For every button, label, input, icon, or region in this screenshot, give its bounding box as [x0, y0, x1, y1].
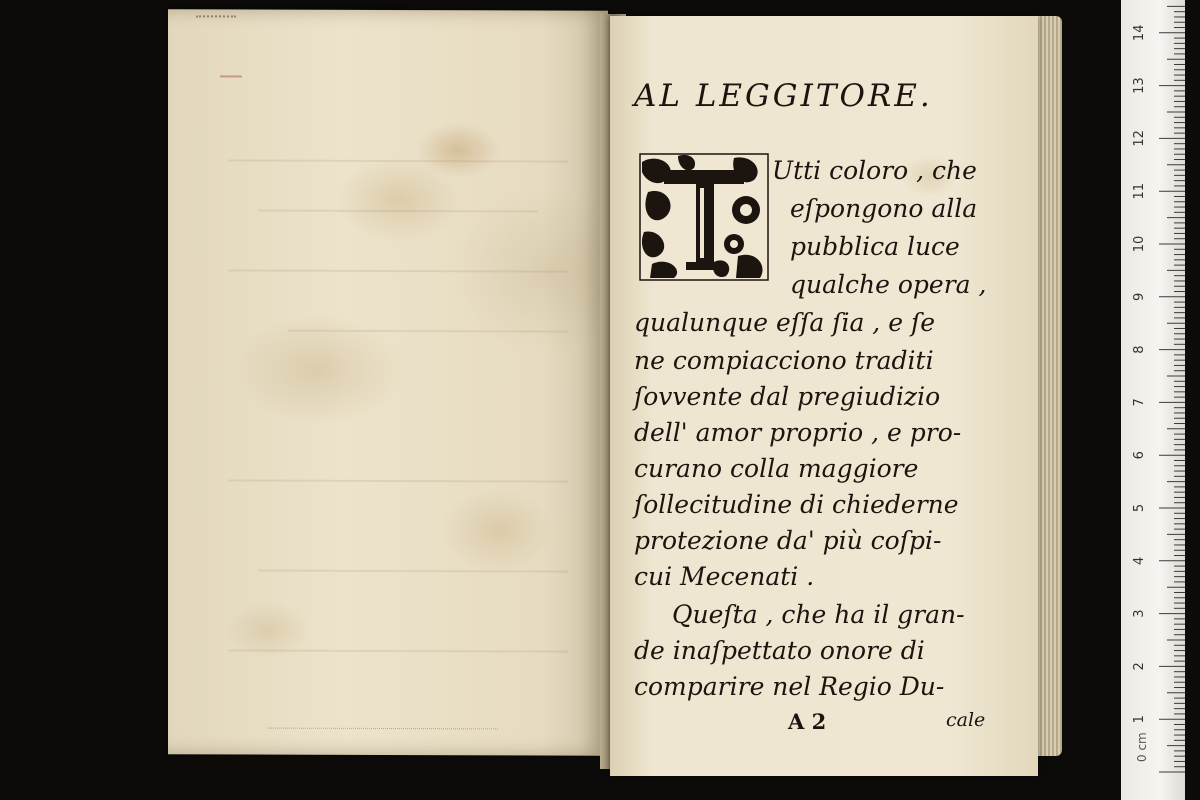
- ruler-unit-label: 0 cm: [1135, 732, 1149, 762]
- text-line-11: protezione da' più coſpi-: [634, 526, 942, 555]
- ruler-tick-label: 9: [1132, 292, 1147, 301]
- ruler-tick-label: 11: [1132, 182, 1147, 200]
- text-line-6: ne compiacciono traditi: [634, 346, 934, 375]
- text-line-7: ſovvente dal pregiudizio: [634, 382, 941, 411]
- left-page-blank: [168, 9, 608, 756]
- right-page-printed: [610, 16, 1038, 776]
- ruler-tick-label: 14: [1132, 24, 1147, 42]
- text-line-8: dell' amor proprio , e pro-: [634, 418, 962, 447]
- text-line-15: comparire nel Regio Du-: [634, 672, 945, 701]
- text-line-4: qualche opera ,: [790, 270, 987, 299]
- ruler-tick-label: 10: [1132, 235, 1147, 253]
- ruler-tick-label: 8: [1132, 345, 1147, 354]
- text-line-12: cui Mecenati .: [634, 562, 815, 591]
- bleed-through-line: [228, 269, 568, 272]
- ruler-tick-label: 13: [1132, 77, 1147, 94]
- text-line-9: curano colla maggiore: [634, 454, 919, 483]
- measuring-ruler: [1121, 0, 1185, 800]
- signature-mark: A 2: [788, 709, 827, 734]
- text-line-13: Queſta , che ha il gran-: [672, 600, 965, 629]
- red-ink-mark: [220, 75, 242, 85]
- bleed-through-line: [228, 159, 568, 162]
- ruler-tick-label: 1: [1132, 715, 1147, 724]
- ruler-tick-label: 6: [1132, 451, 1147, 460]
- pencil-mark: [196, 15, 236, 29]
- text-line-14: de inaſpettato onore di: [634, 636, 925, 665]
- ruler-tick-label: 2: [1132, 662, 1147, 671]
- faint-handwriting: [268, 712, 498, 730]
- ruler-scale: [1121, 0, 1185, 800]
- ruler-tick-label: 5: [1132, 503, 1147, 513]
- text-line-3: pubblica luce: [790, 232, 960, 261]
- decorated-initial-t: [638, 152, 770, 282]
- ruler-tick-label: 4: [1132, 556, 1147, 565]
- page-heading: AL LEGGITORE.: [634, 78, 933, 114]
- ruler-tick-label: 12: [1132, 130, 1147, 147]
- bleed-through-line: [228, 649, 568, 652]
- bleed-through-line: [258, 210, 538, 213]
- text-line-10: ſollecitudine di chiederne: [634, 490, 959, 519]
- bleed-through-line: [288, 330, 568, 333]
- ruler-tick-label: 7: [1132, 398, 1147, 407]
- text-line-1: Utti coloro , che: [772, 156, 977, 185]
- text-line-5: qualunque eſſa ſia , e ſe: [634, 308, 935, 337]
- text-line-2: eſpongono alla: [790, 194, 978, 223]
- catchword: cale: [946, 709, 986, 731]
- bleed-through-line: [258, 570, 568, 573]
- ruler-tick-label: 3: [1132, 609, 1147, 618]
- bleed-through-line: [228, 479, 568, 482]
